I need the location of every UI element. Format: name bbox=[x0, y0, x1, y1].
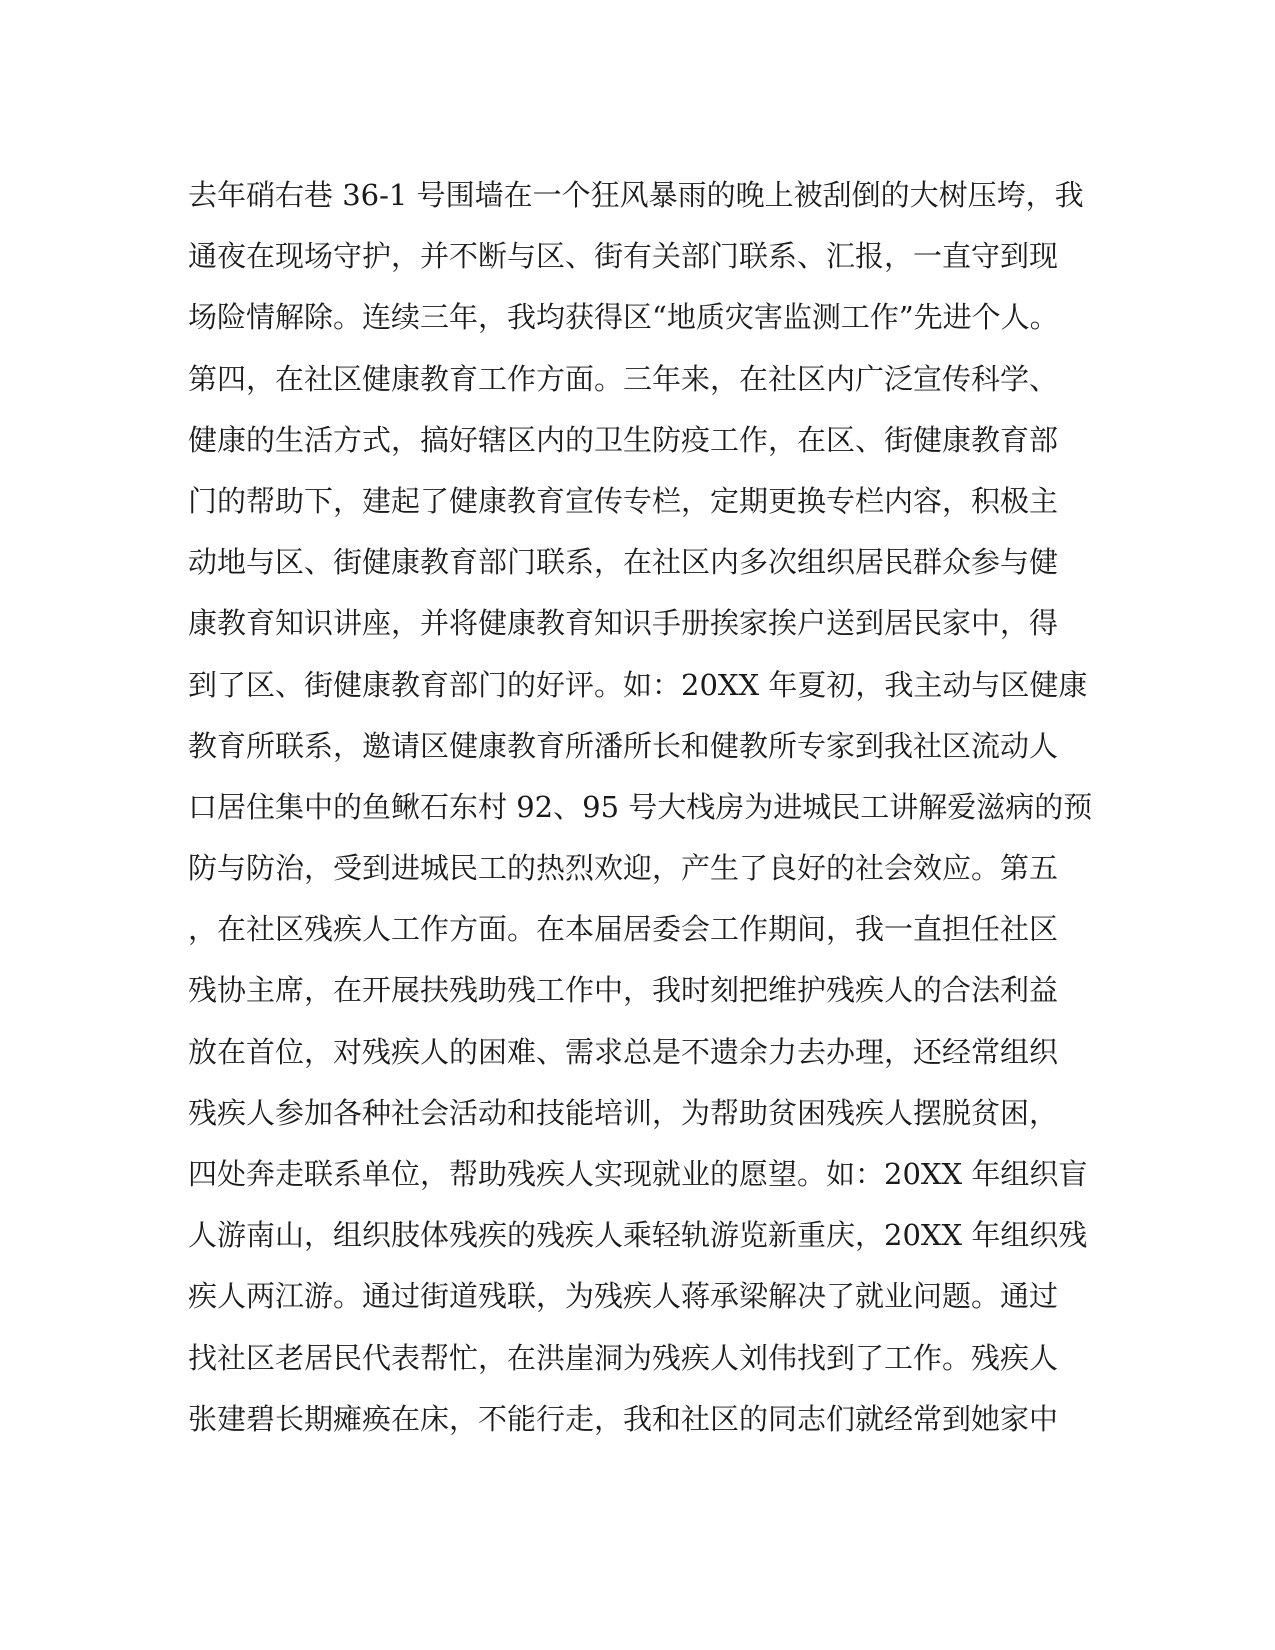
text-line: 到了区、街健康教育部门的好评。如：20XX 年夏初，我主动与区健康 bbox=[188, 667, 1088, 702]
text-line: ，在社区残疾人工作方面。在本届居委会工作期间，我一直担任社区 bbox=[188, 912, 1059, 947]
text-line: 去年硝右巷 36-1 号围墙在一个狂风暴雨的晚上被刮倒的大树压垮，我 bbox=[188, 178, 1084, 212]
text-line: 人游南山，组织肢体残疾的残疾人乘轻轨游览新重庆，20XX 年组织残 bbox=[188, 1218, 1088, 1253]
text-line: 口居住集中的鱼鳅石东村 92、95 号大栈房为进城民工讲解爱滋病的预 bbox=[188, 789, 1093, 824]
text-line: 找社区老居民代表帮忙，在洪崖洞为残疾人刘伟找到了工作。残疾人 bbox=[188, 1340, 1059, 1375]
body-text bbox=[188, 165, 1093, 1450]
text-line: 通夜在现场守护，并不断与区、街有关部门联系、汇报，一直守到现 bbox=[188, 239, 1059, 274]
text-line: 疾人两江游。通过街道残联，为残疾人蒋承梁解决了就业问题。通过 bbox=[188, 1279, 1059, 1314]
text-line: 教育所联系，邀请区健康教育所潘所长和健教所专家到我社区流动人 bbox=[188, 728, 1059, 763]
text-line: 残协主席，在开展扶残助残工作中，我时刻把维护残疾人的合法利益 bbox=[188, 973, 1059, 1008]
text-line: 四处奔走联系单位，帮助残疾人实现就业的愿望。如：20XX 年组织盲 bbox=[188, 1157, 1088, 1191]
text-line: 健康的生活方式，搞好辖区内的卫生防疫工作，在区、街健康教育部 bbox=[188, 422, 1059, 457]
text-line: 第四，在社区健康教育工作方面。三年来，在社区内广泛宣传科学、 bbox=[188, 361, 1059, 396]
text-line: 康教育知识讲座，并将健康教育知识手册挨家挨户送到居民家中，得 bbox=[188, 606, 1059, 641]
text-line: 动地与区、街健康教育部门联系，在社区内多次组织居民群众参与健 bbox=[188, 545, 1059, 580]
text-line: 防与防治，受到进城民工的热烈欢迎，产生了良好的社会效应。第五 bbox=[188, 851, 1059, 886]
text-line: 张建碧长期瘫痪在床，不能行走，我和社区的同志们就经常到她家中 bbox=[188, 1401, 1059, 1436]
text-line: 场险情解除。连续三年，我均获得区“地质灾害监测工作”先进个人。 bbox=[188, 300, 1059, 335]
text-line: 门的帮助下，建起了健康教育宣传专栏，定期更换专栏内容，积极主 bbox=[188, 483, 1059, 518]
text-line: 残疾人参加各种社会活动和技能培训，为帮助贫困残疾人摆脱贫困， bbox=[188, 1095, 1059, 1130]
text-line: 放在首位，对残疾人的困难、需求总是不遗余力去办理，还经常组织 bbox=[188, 1034, 1059, 1069]
